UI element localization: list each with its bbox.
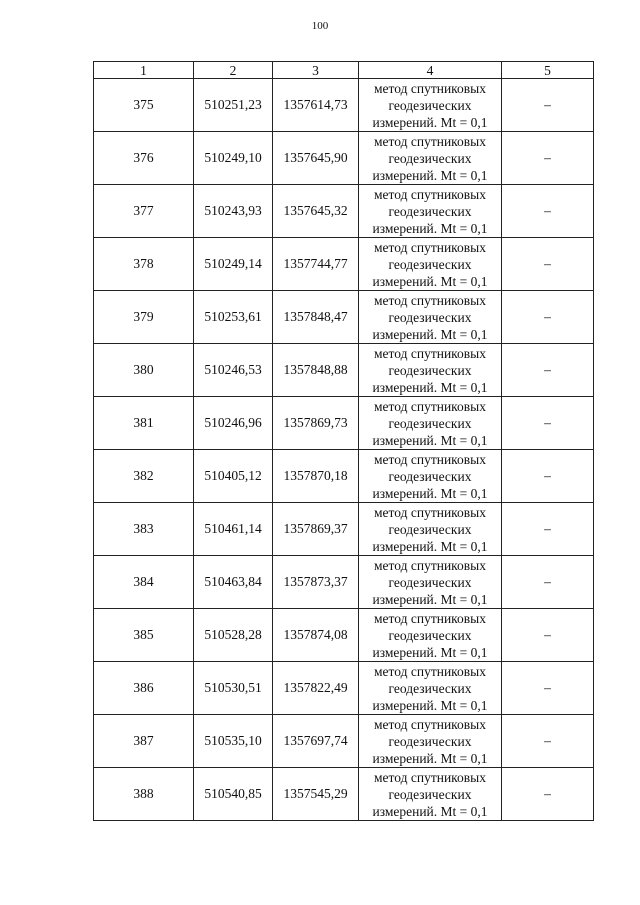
method-cell	[359, 768, 502, 821]
y-coordinate-cell: 1357545,29	[273, 768, 359, 821]
x-coordinate-cell: 510535,10	[194, 715, 273, 768]
x-coordinate-cell: 510530,51	[194, 662, 273, 715]
method-text-line: измерений. Mt = 0,1	[372, 379, 488, 395]
y-coordinate-cell: 1357869,73	[273, 397, 359, 450]
method-text-line: измерений. Mt = 0,1	[372, 591, 488, 607]
x-coordinate-cell: 510251,23	[194, 79, 273, 132]
point-number-cell: 387	[94, 715, 194, 768]
method-text-line: измерений. Mt = 0,1	[372, 538, 488, 554]
method-cell	[359, 291, 502, 344]
method-text-line: измерений. Mt = 0,1	[372, 167, 488, 183]
method-text-line: метод спутниковых	[374, 186, 486, 202]
table-row	[94, 556, 594, 609]
method-text-line: геодезических	[388, 468, 472, 484]
x-coordinate-cell: 510405,12	[194, 450, 273, 503]
column-header: 3	[273, 62, 359, 79]
method-text-line: геодезических	[388, 786, 472, 802]
y-coordinate-cell: 1357645,32	[273, 185, 359, 238]
method-cell	[359, 556, 502, 609]
method-text-line: геодезических	[388, 574, 472, 590]
note-cell: –	[502, 503, 594, 556]
method-cell	[359, 397, 502, 450]
x-coordinate-cell: 510528,28	[194, 609, 273, 662]
note-cell: –	[502, 768, 594, 821]
note-cell: –	[502, 397, 594, 450]
method-text-line: метод спутниковых	[374, 398, 486, 414]
method-text-line: геодезических	[388, 150, 472, 166]
table-row	[94, 450, 594, 503]
note-cell: –	[502, 185, 594, 238]
method-text-line: метод спутниковых	[374, 504, 486, 520]
table-row	[94, 291, 594, 344]
method-text-line: измерений. Mt = 0,1	[372, 485, 488, 501]
table-row	[94, 768, 594, 821]
method-cell	[359, 238, 502, 291]
point-number-cell: 380	[94, 344, 194, 397]
note-cell: –	[502, 662, 594, 715]
table-row	[94, 238, 594, 291]
y-coordinate-cell: 1357645,90	[273, 132, 359, 185]
method-text-line: метод спутниковых	[374, 451, 486, 467]
point-number-cell: 375	[94, 79, 194, 132]
method-cell	[359, 609, 502, 662]
method-text-line: метод спутниковых	[374, 80, 486, 96]
method-cell	[359, 185, 502, 238]
point-number-cell: 381	[94, 397, 194, 450]
method-text-line: геодезических	[388, 97, 472, 113]
method-cell	[359, 344, 502, 397]
method-cell	[359, 715, 502, 768]
method-text-line: метод спутниковых	[374, 610, 486, 626]
method-text-line: геодезических	[388, 203, 472, 219]
table-header-row	[94, 62, 594, 79]
column-header: 2	[194, 62, 273, 79]
method-text-line: геодезических	[388, 521, 472, 537]
method-text-line: геодезических	[388, 309, 472, 325]
coordinates-table	[93, 61, 594, 821]
x-coordinate-cell: 510253,61	[194, 291, 273, 344]
table-row	[94, 79, 594, 132]
x-coordinate-cell: 510246,96	[194, 397, 273, 450]
method-text-line: геодезических	[388, 627, 472, 643]
y-coordinate-cell: 1357822,49	[273, 662, 359, 715]
method-text-line: геодезических	[388, 415, 472, 431]
method-text-line: метод спутниковых	[374, 716, 486, 732]
method-text-line: геодезических	[388, 733, 472, 749]
note-cell: –	[502, 79, 594, 132]
point-number-cell: 377	[94, 185, 194, 238]
note-cell: –	[502, 556, 594, 609]
point-number-cell: 376	[94, 132, 194, 185]
method-text-line: измерений. Mt = 0,1	[372, 750, 488, 766]
method-text-line: геодезических	[388, 256, 472, 272]
method-text-line: геодезических	[388, 362, 472, 378]
method-text-line: метод спутниковых	[374, 557, 486, 573]
y-coordinate-cell: 1357697,74	[273, 715, 359, 768]
point-number-cell: 386	[94, 662, 194, 715]
point-number-cell: 384	[94, 556, 194, 609]
method-text-line: метод спутниковых	[374, 133, 486, 149]
table-row	[94, 715, 594, 768]
method-text-line: измерений. Mt = 0,1	[372, 114, 488, 130]
method-cell	[359, 662, 502, 715]
x-coordinate-cell: 510243,93	[194, 185, 273, 238]
method-text-line: метод спутниковых	[374, 769, 486, 785]
method-cell	[359, 79, 502, 132]
y-coordinate-cell: 1357873,37	[273, 556, 359, 609]
x-coordinate-cell: 510249,14	[194, 238, 273, 291]
method-text-line: измерений. Mt = 0,1	[372, 273, 488, 289]
y-coordinate-cell: 1357744,77	[273, 238, 359, 291]
method-cell	[359, 503, 502, 556]
y-coordinate-cell: 1357874,08	[273, 609, 359, 662]
y-coordinate-cell: 1357869,37	[273, 503, 359, 556]
table-row	[94, 185, 594, 238]
page-number: 100	[311, 20, 329, 32]
table-row	[94, 397, 594, 450]
note-cell: –	[502, 291, 594, 344]
method-text-line: метод спутниковых	[374, 239, 486, 255]
method-text-line: геодезических	[388, 680, 472, 696]
method-text-line: измерений. Mt = 0,1	[372, 326, 488, 342]
method-text-line: измерений. Mt = 0,1	[372, 803, 488, 819]
method-text-line: измерений. Mt = 0,1	[372, 220, 488, 236]
point-number-cell: 385	[94, 609, 194, 662]
point-number-cell: 383	[94, 503, 194, 556]
x-coordinate-cell: 510540,85	[194, 768, 273, 821]
y-coordinate-cell: 1357848,88	[273, 344, 359, 397]
point-number-cell: 378	[94, 238, 194, 291]
table-row	[94, 609, 594, 662]
note-cell: –	[502, 344, 594, 397]
point-number-cell: 379	[94, 291, 194, 344]
table-row	[94, 132, 594, 185]
column-header: 5	[502, 62, 594, 79]
method-text-line: метод спутниковых	[374, 345, 486, 361]
method-cell	[359, 450, 502, 503]
note-cell: –	[502, 609, 594, 662]
method-text-line: измерений. Mt = 0,1	[372, 697, 488, 713]
x-coordinate-cell: 510249,10	[194, 132, 273, 185]
x-coordinate-cell: 510463,84	[194, 556, 273, 609]
method-text-line: измерений. Mt = 0,1	[372, 644, 488, 660]
x-coordinate-cell: 510461,14	[194, 503, 273, 556]
method-text-line: метод спутниковых	[374, 292, 486, 308]
y-coordinate-cell: 1357614,73	[273, 79, 359, 132]
table-row	[94, 503, 594, 556]
y-coordinate-cell: 1357848,47	[273, 291, 359, 344]
method-text-line: метод спутниковых	[374, 663, 486, 679]
note-cell: –	[502, 238, 594, 291]
method-text-line: измерений. Mt = 0,1	[372, 432, 488, 448]
note-cell: –	[502, 715, 594, 768]
column-header: 1	[94, 62, 194, 79]
column-header: 4	[359, 62, 502, 79]
note-cell: –	[502, 450, 594, 503]
table-row	[94, 344, 594, 397]
point-number-cell: 388	[94, 768, 194, 821]
method-cell	[359, 132, 502, 185]
note-cell: –	[502, 132, 594, 185]
x-coordinate-cell: 510246,53	[194, 344, 273, 397]
point-number-cell: 382	[94, 450, 194, 503]
y-coordinate-cell: 1357870,18	[273, 450, 359, 503]
table-row	[94, 662, 594, 715]
